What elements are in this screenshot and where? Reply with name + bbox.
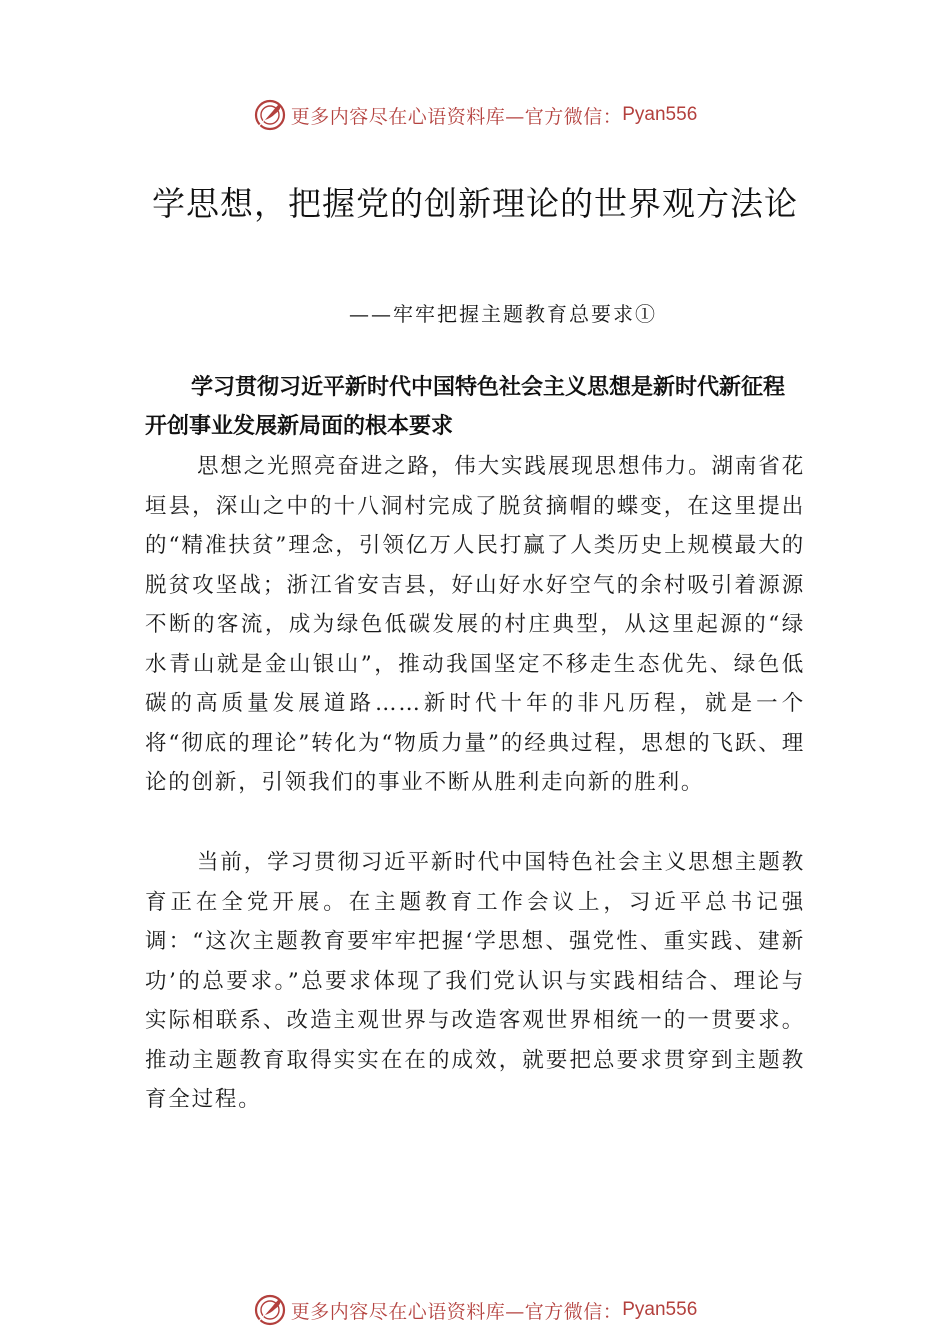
watermark-text: 更多内容尽在心语资料库	[290, 1300, 506, 1323]
feather-pen-logo-icon	[253, 98, 287, 132]
watermark-wechat-id: Pyan556	[622, 104, 698, 125]
watermark-text: 更多内容尽在心语资料库	[290, 105, 506, 128]
watermark-separator: —官方微信：	[505, 105, 623, 128]
paragraph-1: 思想之光照亮奋进之路，伟大实践展现思想伟力。湖南省花垣县，深山之中的十八洞村完成了脱贫摘帽的蝶变，在这里提出的“精准扶贫”理念，引领亿万人民打赢了人类历史上规模最大的脱贫攻坚战；浙江省安吉县，好山好水好空气的余村吸引着源源不断的客流，成为绿色低碳发展的村庄典型，从这里起源的“绿水青山就是金山银山”，推动我国坚定不移走生态优先、绿色低碳的高质量发展道路……新时代十年的非凡历程，就是一个将“彻底的理论”转化为“物质力量”的经典过程，思想的飞跃、理论的创新，引领我们的事业不断从胜利走向新的胜利。	[145, 454, 805, 795]
section-heading: 学习贯彻习近平新时代中国特色社会主义思想是新时代新征程开创事业发展新局面的根本要求	[145, 375, 786, 439]
document-title: 学思想，把握党的创新理论的世界观方法论	[152, 184, 798, 223]
watermark-wechat-id: Pyan556	[622, 1299, 698, 1320]
document-subtitle: ——牢牢把握主题教育总要求①	[349, 302, 657, 326]
watermark-separator: —官方微信：	[505, 1300, 623, 1323]
footer-watermark	[0, 1290, 950, 1330]
feather-pen-logo-icon	[253, 1293, 287, 1327]
header-watermark	[0, 95, 950, 135]
paragraph-2: 当前，学习贯彻习近平新时代中国特色社会主义思想主题教育正在全党开展。在主题教育工作会议上，习近平总书记强调：“这次主题教育要牢牢把握‘学思想、强党性、重实践、建新功’的总要求。”总要求体现了我们党认识与实践相结合、理论与实际相联系、改造主观世界与改造客观世界相统一的一贯要求。推动主题教育取得实实在在的成效，就要把总要求贯穿到主题教育全过程。	[145, 850, 805, 1112]
